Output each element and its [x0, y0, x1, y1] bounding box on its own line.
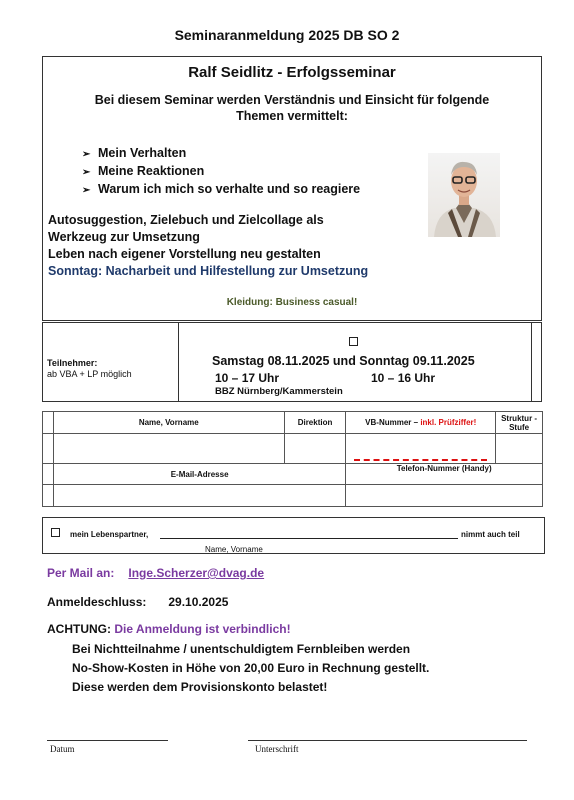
vb-note: inkl. Prüfziffer!	[420, 418, 477, 427]
participant-label-group	[47, 358, 132, 380]
col-header-name: Name, Vorname	[53, 412, 284, 434]
participant-note: ab VBA + LP möglich	[47, 369, 132, 379]
partner-name-field[interactable]	[160, 538, 458, 539]
registration-table	[42, 411, 543, 507]
phone-input-cell[interactable]	[346, 485, 543, 507]
topic-line: Leben nach eigener Vorstellung neu gestalten	[48, 247, 321, 261]
deadline-label: Anmeldeschluss:	[47, 595, 147, 609]
bullet-text: Warum ich mich so verhalte und so reagiere	[98, 182, 361, 196]
notice-line: Diese werden dem Provisionskonto belastet!	[72, 680, 328, 694]
seminar-title: Ralf Seidlitz - Erfolgsseminar	[188, 64, 396, 81]
col-header-direktion: Direktion	[284, 412, 346, 434]
notice-emphasis: Die Anmeldung ist verbindlich!	[114, 622, 291, 636]
email-link[interactable]: Inge.Scherzer@dvag.de	[128, 566, 265, 580]
bullet-text: Meine Reaktionen	[98, 164, 205, 178]
bullet-text: Mein Verhalten	[98, 146, 187, 160]
notice-heading	[47, 622, 291, 636]
partner-suffix: nimmt auch teil	[461, 530, 520, 539]
topic-line: Autosuggestion, Zielebuch und Zielcollage als	[48, 213, 324, 227]
notice-line: No-Show-Kosten in Höhe von 20,00 Euro in Rechnung gestellt.	[72, 661, 430, 675]
attendance-checkbox[interactable]	[349, 337, 358, 346]
page-title: Seminaranmeldung 2025 DB SO 2	[174, 27, 400, 43]
venue: BBZ Nürnberg/Kammerstein	[215, 386, 343, 397]
saturday-time: 10 – 17 Uhr	[215, 371, 280, 385]
deadline-value: 29.10.2025	[168, 595, 229, 609]
date-field[interactable]	[47, 740, 168, 741]
col-header-struktur: Struktur -Stufe	[496, 412, 543, 434]
notice-text	[72, 640, 429, 697]
table-cell	[43, 485, 54, 507]
arrow-bullet-icon: ➢	[82, 185, 91, 196]
sunday-topic-line: Sonntag: Nacharbeit und Hilfestellung zur Umsetzung	[48, 264, 369, 278]
seminar-dates: Samstag 08.11.2025 und Sonntag 09.11.2025	[212, 354, 475, 368]
list-item	[82, 145, 360, 163]
vb-digit-line	[354, 458, 487, 461]
name-input-cell[interactable]	[53, 434, 284, 464]
signature-field[interactable]	[248, 740, 527, 741]
topic-bullet-list	[82, 145, 360, 199]
notice-label: ACHTUNG:	[47, 622, 111, 636]
partner-checkbox[interactable]	[51, 528, 60, 537]
vb-label: VB-Nummer –	[365, 418, 419, 427]
table-cell	[43, 434, 54, 464]
dress-code: Kleidung: Business casual!	[226, 297, 358, 308]
partner-name-caption: Name, Vorname	[205, 545, 263, 554]
seminar-intro: Bei diesem Seminar werden Verständnis und Einsicht für folgende Themen vermittelt:	[94, 93, 490, 123]
list-item	[82, 181, 360, 199]
email-input-cell[interactable]	[53, 485, 346, 507]
list-item	[82, 163, 360, 181]
direktion-input-cell[interactable]	[284, 434, 346, 464]
date-label: Datum	[50, 744, 75, 754]
participant-label: Teilnehmer:	[47, 358, 98, 368]
topic-line: Werkzeug zur Umsetzung	[48, 230, 200, 244]
table-cell	[43, 412, 54, 434]
sunday-time: 10 – 16 Uhr	[371, 371, 436, 385]
arrow-bullet-icon: ➢	[82, 167, 91, 178]
deadline-line	[47, 595, 228, 609]
struktur-input-cell[interactable]	[496, 434, 543, 464]
mail-label: Per Mail an:	[47, 566, 115, 580]
speaker-photo	[428, 153, 500, 237]
notice-line: Bei Nichtteilnahme / unentschuldigtem Fernbleiben werden	[72, 642, 411, 656]
col-header-vb-number	[346, 412, 496, 434]
seminar-topics	[48, 212, 368, 280]
partner-label: mein Lebenspartner,	[70, 530, 149, 539]
table-cell	[43, 464, 54, 485]
divider	[531, 322, 532, 402]
mail-line	[47, 566, 264, 580]
col-header-phone: Telefon-Nummer (Handy)	[346, 464, 543, 485]
signature-label: Unterschrift	[255, 744, 299, 754]
arrow-bullet-icon: ➢	[82, 149, 91, 160]
divider	[178, 322, 179, 402]
vb-number-input-cell[interactable]	[346, 434, 496, 464]
col-header-email: E-Mail-Adresse	[53, 464, 346, 485]
